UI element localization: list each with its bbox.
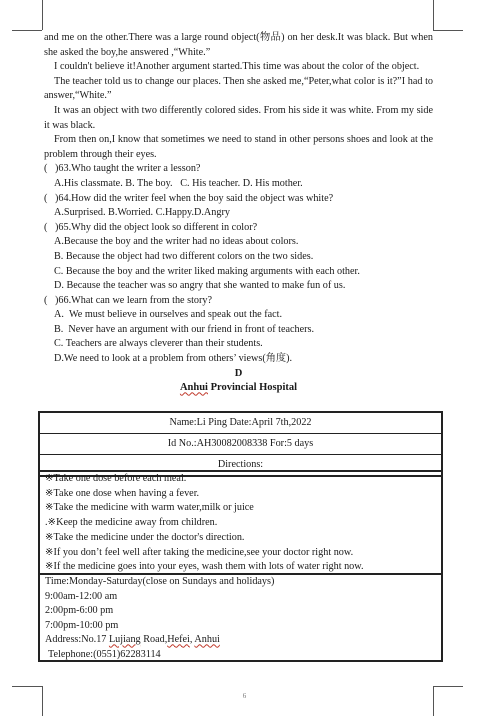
- crop-mark: [12, 686, 42, 687]
- question-option: D. Because the teacher was so angry that she wanted to make fun of us.: [54, 280, 346, 292]
- question-option: A. We must believe in ourselves and speak out the fact.: [54, 309, 283, 321]
- direction-item: ※Take the medicine with warm water,milk or juice: [45, 502, 254, 514]
- crop-mark: [433, 686, 463, 687]
- question-option: A.Because the boy and the writer had no ideas about colors.: [54, 236, 299, 248]
- crop-mark: [42, 0, 43, 30]
- direction-item: ※Take the medicine under the doctor's direction.: [45, 531, 245, 543]
- passage-paragraph: The teacher told us to change our places. Then she asked me,“Peter,what color is it?”I had to answer,“White.”: [44, 75, 433, 102]
- question-stem: ( )64.How did the writer feel when the boy said the object was white?: [44, 192, 334, 204]
- page-number: 6: [242, 692, 247, 700]
- question-option: B. Because the object had two different colors on the two sides.: [54, 250, 314, 262]
- address-prefix: Address:No.17: [45, 634, 109, 646]
- passage-paragraph: I couldn't believe it!Another argument started.This time was about the color of the object.: [54, 61, 420, 73]
- direction-item: .※Keep the medicine away from children.: [45, 517, 218, 529]
- patient-id-row: Id No.:AH30082008338 For:5 days: [40, 434, 441, 455]
- time-slot: 7:00pm-10:00 pm: [45, 619, 119, 631]
- direction-item: ※Take one dose before each meal.: [45, 473, 187, 484]
- question-option: D.We need to look at a problem from others’ views(角度).: [54, 353, 293, 365]
- passage-paragraph: and me on the other.There was a large round object(物品) on her desk.It was black. But when she asked the boy,he answered ,“White.”: [44, 32, 433, 58]
- address-mid: Road,: [140, 634, 168, 646]
- direction-item: ※If you don’t feel well after taking the medicine,see your doctor right now.: [45, 546, 354, 558]
- question-option: C. Because the boy and the writer liked making arguments with each other.: [54, 265, 360, 277]
- hospital-title-rest: Provincial Hospital: [207, 382, 298, 394]
- question-stem: ( )65.Why did the object look so different in color?: [44, 221, 258, 233]
- question-option: C. Teachers are always cleverer than their students.: [54, 338, 263, 350]
- directions-header: Directions:: [217, 459, 264, 470]
- reading-passage: [44, 31, 433, 396]
- time-slot: 9:00am-12:00 am: [45, 590, 118, 602]
- hospital-title: [44, 381, 433, 396]
- directions-list: [38, 470, 443, 575]
- direction-item: ※If the medicine goes into your eyes, wash them with lots of water right now.: [45, 561, 364, 573]
- patient-name-row: Name:Li Ping Date:April 7th,2022: [40, 413, 441, 434]
- crop-mark: [433, 686, 434, 716]
- opening-time: Time:Monday-Saturday(close on Sundays and holidays): [45, 576, 275, 587]
- address-road: Lujiang: [108, 634, 141, 646]
- crop-mark: [433, 0, 434, 30]
- direction-item: ※Take one dose when having a fever.: [45, 487, 200, 499]
- time-slot: 2:00pm-6:00 pm: [45, 605, 114, 617]
- question-stem: ( )66.What can we learn from the story?: [44, 294, 213, 306]
- crop-mark: [42, 686, 43, 716]
- passage-paragraph: It was an object with two differently colored sides. From his side it was white. From my side it was black.: [44, 104, 433, 131]
- question-stem: ( )63.Who taught the writer a lesson?: [44, 163, 201, 175]
- crop-mark: [433, 30, 463, 31]
- question-options: A.His classmate. B. The boy. C. His teacher. D. His mother.: [54, 177, 303, 189]
- address-province: Anhui: [194, 634, 220, 646]
- hospital-info: [38, 573, 443, 662]
- address-sep: ,: [189, 634, 195, 646]
- address-city: Hefei: [167, 634, 190, 646]
- crop-mark: [12, 30, 42, 31]
- question-option: B. Never have an argument with our friend in front of teachers.: [54, 323, 315, 335]
- address: [40, 633, 441, 648]
- section-letter: D: [234, 367, 243, 379]
- question-options: A.Surprised. B.Worried. C.Happy.D.Angry: [54, 207, 230, 219]
- prescription-header-table: [38, 411, 443, 477]
- hospital-title-prefix: Anhui: [179, 382, 208, 394]
- telephone: Telephone:(0551)62283114: [48, 648, 161, 660]
- passage-paragraph: From then on,I know that sometimes we need to stand in other persons shoes and look at the problem through their eyes.: [44, 134, 433, 160]
